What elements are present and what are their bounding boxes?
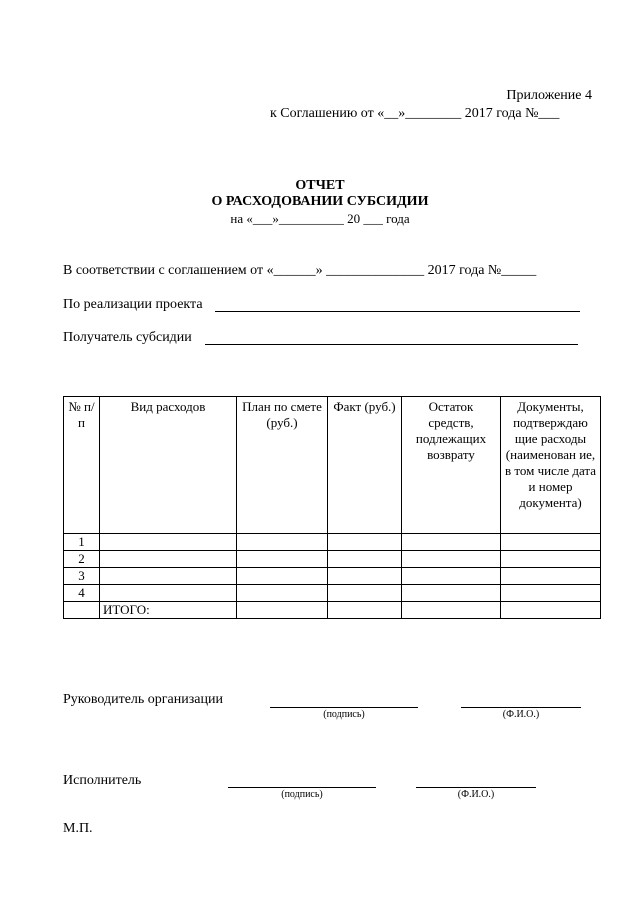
row-number: 2 [64,551,100,568]
table-cell [402,568,501,585]
table-cell [100,551,237,568]
project-field-label: По реализации проекта [63,297,203,312]
head-name-line [461,707,581,708]
column-header: Вид расходов [100,397,237,534]
executor-name-caption: (Ф.И.О.) [457,789,495,800]
table-header-row [64,397,601,534]
table-cell [402,551,501,568]
row-number: 3 [64,568,100,585]
project-field-line [215,311,580,312]
seal-label: М.П. [63,821,93,836]
head-signature-line [270,707,418,708]
table-cell [501,568,601,585]
executor-signature-caption: (подпись) [281,789,323,800]
document-title: ОТЧЕТ [295,178,345,193]
column-header: № п/п [64,397,100,534]
table-cell [100,585,237,602]
table-cell [328,534,402,551]
head-signature-label: Руководитель организации [63,692,223,707]
table-cell [237,602,328,619]
report-date-line: на «___»__________ 20 ___ года [230,211,410,226]
executor-signature-line [228,787,376,788]
recipient-field-line [205,344,578,345]
table-cell [328,551,402,568]
table-cell [501,602,601,619]
agreement-field-label: В соответствии с соглашением от «______» ______________ 2017 года №_____ [63,263,537,278]
table-cell [402,585,501,602]
table-cell [237,551,328,568]
recipient-field-label: Получатель субсидии [63,330,192,345]
table-cell [100,568,237,585]
executor-name-line [416,787,536,788]
column-header: Документы, подтверждаю щие расходы (наименован ие, в том числе дата и номер документа) [501,397,601,534]
row-number: 1 [64,534,100,551]
table-cell [501,534,601,551]
table-row [64,551,601,568]
column-header: Остаток средств, подлежащих возврату [402,397,501,534]
table-cell [237,568,328,585]
table-cell [402,602,501,619]
executor-signature-label: Исполнитель [63,773,142,788]
column-header: План по смете (руб.) [237,397,328,534]
column-header: Факт (руб.) [328,397,402,534]
table-cell [237,534,328,551]
table-cell [501,551,601,568]
table-row [64,534,601,551]
row-number: 4 [64,585,100,602]
document-subtitle: О РАСХОДОВАНИИ СУБСИДИИ [211,194,429,209]
table-cell [402,534,501,551]
head-signature-caption: (подпись) [323,709,365,720]
total-row [64,602,601,619]
total-label: ИТОГО: [100,602,237,619]
table-row [64,568,601,585]
table-cell [328,568,402,585]
appendix-number: Приложение 4 [506,88,592,103]
expense-table [63,396,601,619]
table-cell [100,534,237,551]
table-cell [64,602,100,619]
agreement-reference: к Соглашению от «__»________ 2017 года №___ [270,106,560,121]
table-cell [328,602,402,619]
table-cell [501,585,601,602]
head-name-caption: (Ф.И.О.) [502,709,540,720]
table-cell [328,585,402,602]
table-cell [237,585,328,602]
table-row [64,585,601,602]
